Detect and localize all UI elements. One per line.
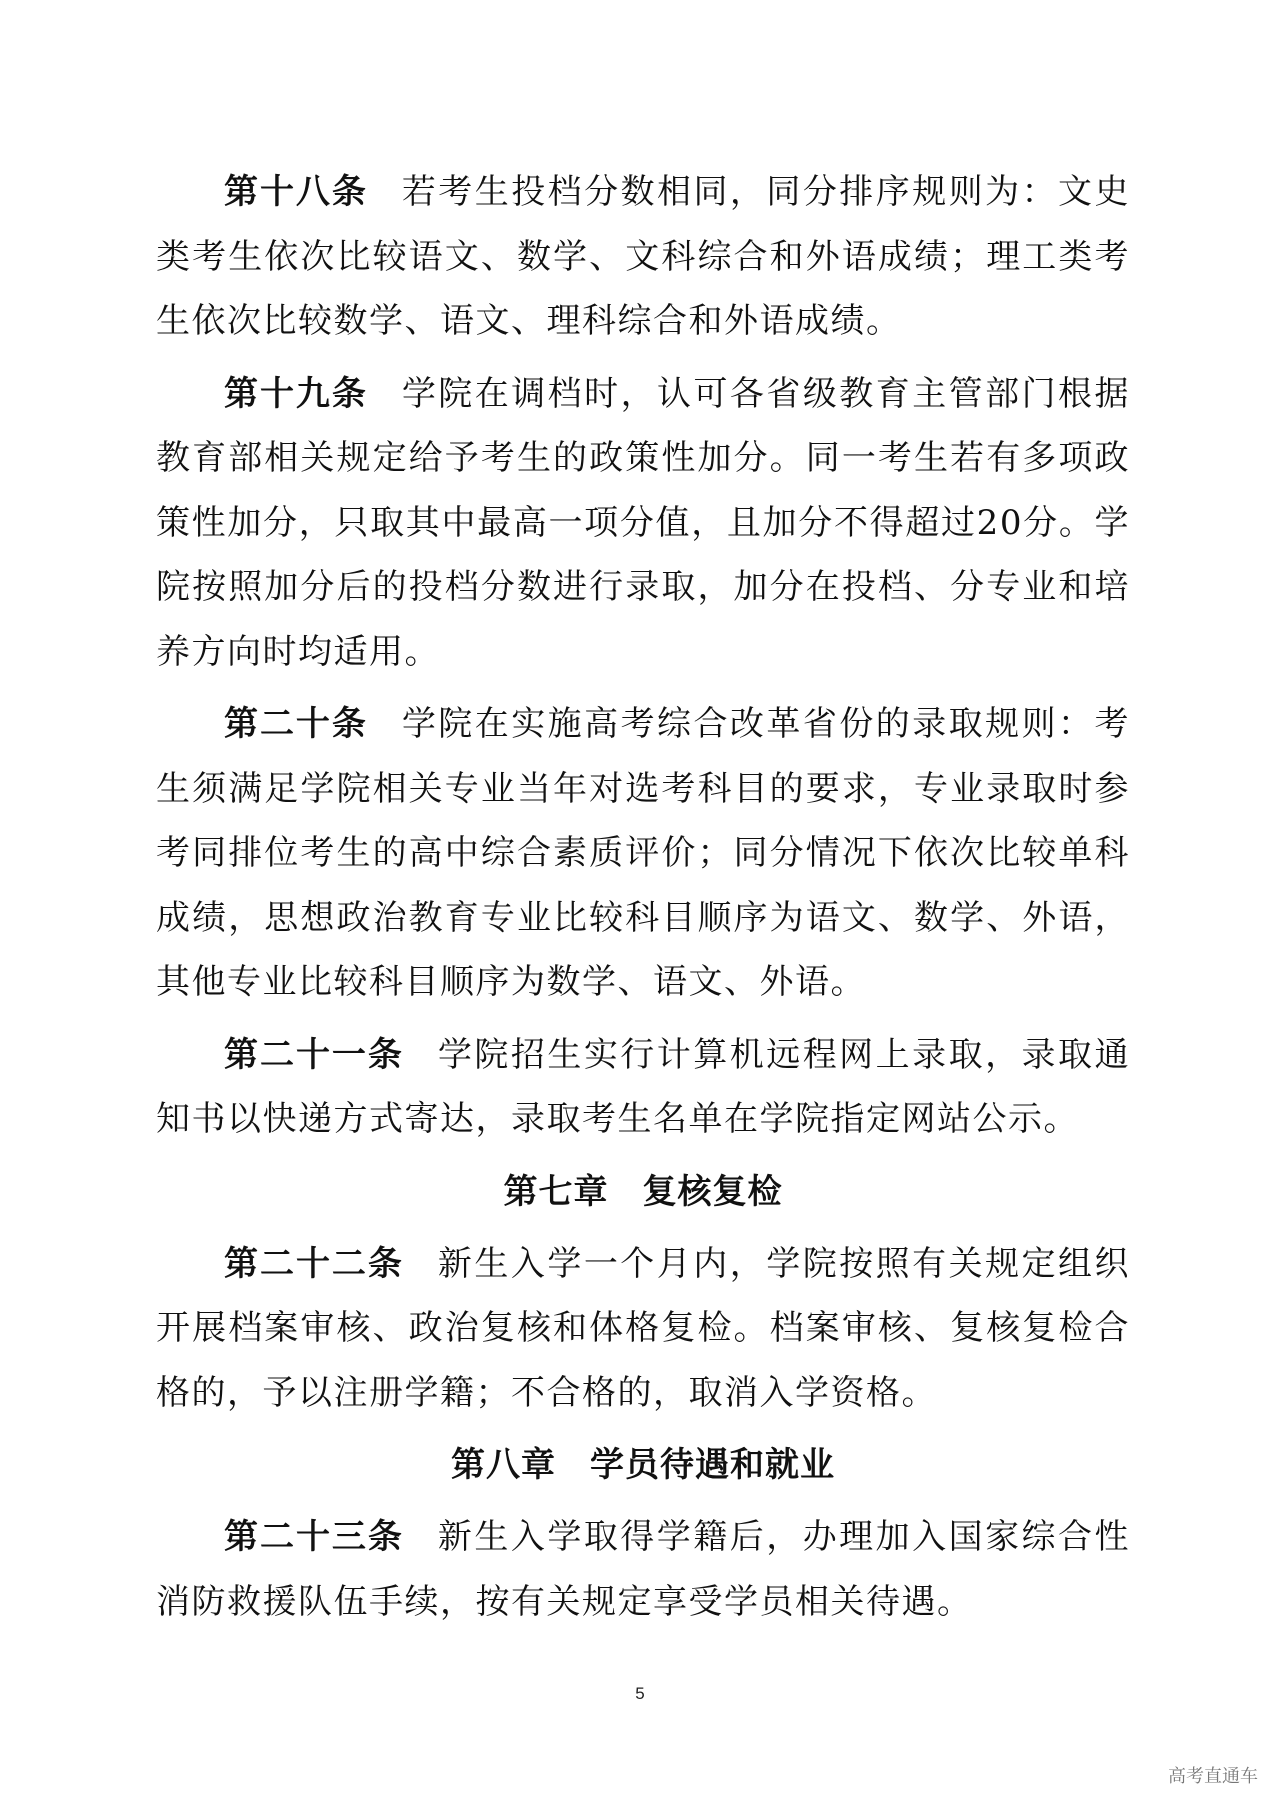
article-text: 学院在调档时，认可各省级教育主管部门根据教育部相关规定给予考生的政策性加分。同一考生若有多项政策性加分，只取其中最高一项分值，且加分不得超过20分。学院按照加分后的投档分数进行录取，加分在投档、分专业和培养方向时均适用。 (156, 373, 1131, 672)
article-heading: 第二十三条 (224, 1517, 404, 1557)
watermark: 高考直通车 (1168, 1766, 1258, 1787)
article-20 (156, 692, 1130, 1015)
chapter-title: 学员待遇和就业 (590, 1445, 835, 1485)
chapter-number: 第七章 (503, 1171, 609, 1212)
article-text: 新生入学一个月内，学院按照有关规定组织开展档案审核、政治复核和体格复检。档案审核、复核复检合格的，予以注册学籍；不合格的，取消入学资格。 (156, 1243, 1131, 1413)
article-text: 若考生投档分数相同，同分排序规则为：文史类考生依次比较语文、数学、文科综合和外语成绩；理工类考生依次比较数学、语文、理科综合和外语成绩。 (156, 172, 1131, 341)
article-21 (156, 1023, 1130, 1152)
article-22 (156, 1232, 1130, 1426)
article-text: 学院招生实行计算机远程网上录取，录取通知书以快递方式寄达，录取考生名单在学院指定网站公示。 (156, 1034, 1131, 1139)
article-heading: 第二十二条 (224, 1243, 404, 1284)
article-heading: 第二十条 (224, 704, 368, 744)
chapter-number: 第八章 (451, 1445, 556, 1485)
page-number: 5 (635, 1684, 645, 1703)
document-page (156, 160, 1130, 1642)
article-heading: 第十八条 (224, 172, 368, 212)
article-19 (156, 362, 1130, 685)
article-23 (156, 1505, 1130, 1634)
article-18 (156, 160, 1130, 354)
chapter-7-heading (156, 1160, 1130, 1224)
article-heading: 第十九条 (224, 373, 368, 414)
article-text: 学院在实施高考综合改革省份的录取规则：考生须满足学院相关专业当年对选考科目的要求，专业录取时参考同排位考生的高中综合素质评价；同分情况下依次比较单科成绩，思想政治教育专业比较科目顺序为语文、数学、外语，其他专业比较科目顺序为数学、语文、外语。 (156, 704, 1131, 1002)
chapter-title: 复核复检 (642, 1171, 783, 1212)
article-text: 新生入学取得学籍后，办理加入国家综合性消防救援队伍手续，按有关规定享受学员相关待遇。 (156, 1517, 1131, 1622)
article-heading: 第二十一条 (224, 1034, 404, 1075)
chapter-8-heading (156, 1433, 1130, 1497)
